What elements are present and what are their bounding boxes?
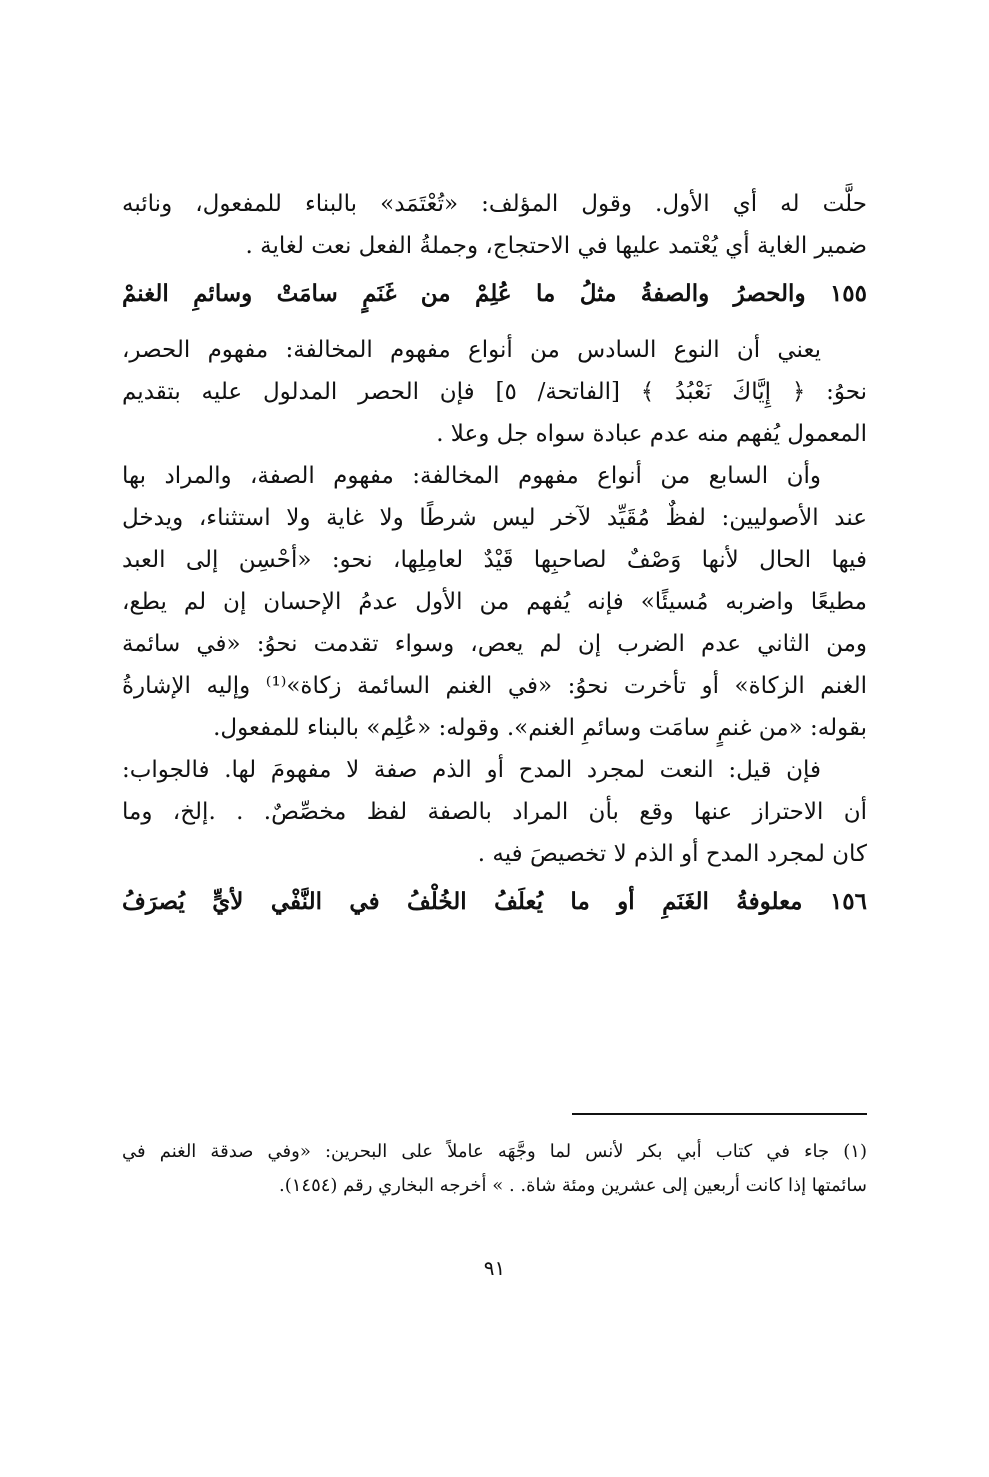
page-number: ٩١ bbox=[483, 1256, 506, 1280]
text-line: مطيعًا واضربه مُسيئًا» فإنه يُفهم من الأول عدمُ الإحسان إن لم يطع، bbox=[122, 589, 867, 615]
footnote-line: (١) جاء في كتاب أبي بكر لأنس لما وجَّهَه عاملاً على البحرين: «وفي صدقة الغنم في bbox=[122, 1141, 867, 1162]
text-line: الغنم الزكاة» أو تأخرت نحوُ: «في الغنم السائمة زكاة»⁽¹⁾ وإليه الإشارةُ bbox=[122, 673, 867, 699]
text-line: ضمير الغاية أي يُعْتمد عليها في الاحتجاج، وجملةُ الفعل نعت لغاية . bbox=[245, 233, 867, 259]
main-text bbox=[122, 183, 867, 929]
verse-line-155: ١٥٥ والحصرُ والصفةُ مثلُ ما عُلِمْ من غَنَمٍ سامَتْ وسائمِ الغنمْ bbox=[122, 280, 867, 307]
text-line: ومن الثاني عدم الضرب إن لم يعص، وسواء تقدمت نحوُ: «في سائمة bbox=[122, 631, 867, 657]
text-line: فيها الحال لأنها وَصْفٌ لصاحبِها قَيْدٌ لعامِلِها، نحو: «أحْسِن إلى العبد bbox=[122, 547, 867, 573]
text-line: وأن السابع من أنواع مفهوم المخالفة: مفهوم الصفة، والمراد بها bbox=[122, 463, 821, 489]
text-line: حلَّت له أي الأول. وقول المؤلف: «تُعْتَمَد» بالبناء للمفعول، ونائبه bbox=[122, 191, 867, 217]
footnote-separator bbox=[572, 1113, 867, 1115]
footnotes bbox=[122, 1135, 867, 1203]
text-line: المعمول يُفهم منه عدم عبادة سواه جل وعلا . bbox=[436, 421, 867, 447]
verse-line-156: ١٥٦ معلوفةُ الغَنَمِ أو ما يُعلَفُ الخُلْفُ في النَّفْي لأيٍّ يُصرَفُ bbox=[122, 888, 867, 915]
text-line: فإن قيل: النعت لمجرد المدح أو الذم صفة لا مفهومَ لها. فالجواب: bbox=[122, 757, 821, 783]
text-line: نحوُ: ﴿ إِيَّاكَ نَعْبُدُ ﴾ [الفاتحة/ ٥] فإن الحصر المدلول عليه بتقديم bbox=[122, 379, 867, 405]
text-line: أن الاحتراز عنها وقع بأن المراد بالصفة لفظ مخصِّصٌ. . .إلخ، وما bbox=[122, 799, 867, 825]
text-line: عند الأصوليين: لفظٌ مُقَيِّد لآخر ليس شرطًا ولا غاية ولا استثناء، ويدخل bbox=[122, 505, 867, 531]
text-line: يعني أن النوع السادس من أنواع مفهوم المخالفة: مفهوم الحصر، bbox=[122, 337, 821, 363]
footnote-line: سائمتها إذا كانت أربعين إلى عشرين ومئة شاة. . » أخرجه البخاري رقم (١٤٥٤). bbox=[278, 1175, 867, 1196]
text-line: بقوله: «من غنمٍ سامَت وسائمِ الغنم». وقوله: «عُلِم» بالبناء للمفعول. bbox=[213, 715, 867, 741]
text-line: كان لمجرد المدح أو الذم لا تخصيصَ فيه . bbox=[477, 841, 867, 867]
